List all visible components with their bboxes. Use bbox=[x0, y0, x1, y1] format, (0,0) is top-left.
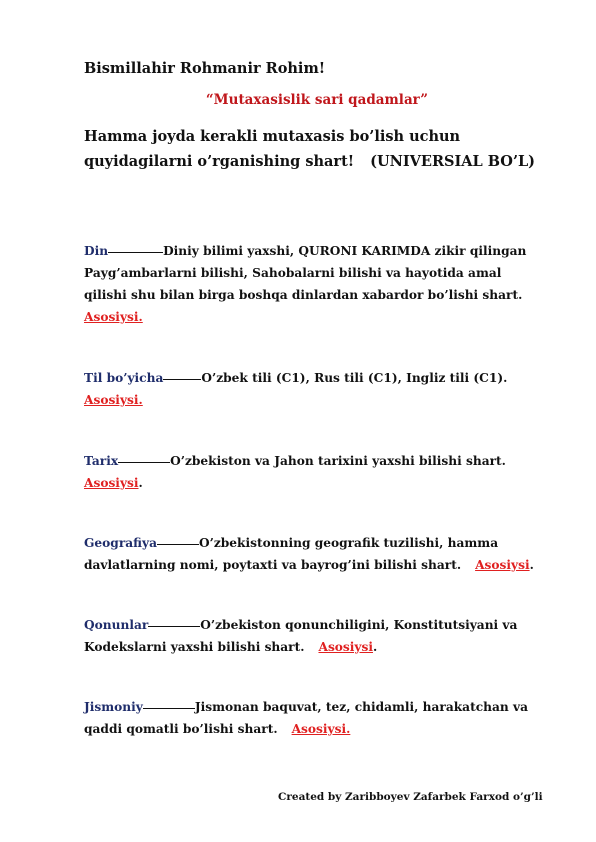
asosiysi-link: Asosiysi bbox=[475, 558, 530, 572]
blank-rule bbox=[148, 625, 200, 627]
section-text: davlatlarning nomi, poytaxti va bayrog’ini bilishi shart. bbox=[84, 558, 462, 572]
period: . bbox=[529, 558, 534, 572]
section-qonunlar bbox=[84, 614, 564, 658]
section-text: qilishi shu bilan birga boshqa dinlardan xabardor bo’lishi shart. bbox=[84, 288, 523, 302]
section-line bbox=[84, 367, 564, 389]
universal-tag: (UNIVERSIAL BO’L) bbox=[370, 153, 536, 170]
section-line bbox=[84, 554, 564, 576]
section-geografiya bbox=[84, 532, 564, 576]
section-text: O’zbekiston va Jahon tarixini yaxshi bilishi shart. bbox=[170, 454, 506, 468]
blank-rule bbox=[163, 378, 201, 380]
section-line bbox=[84, 614, 564, 636]
asosiysi-link: Asosiysi. bbox=[291, 722, 351, 736]
blank-rule bbox=[157, 543, 199, 545]
section-text: O’zbek tili (C1), Rus tili (C1), Ingliz tili (C1). bbox=[201, 371, 508, 385]
section-label: Geografiya bbox=[84, 536, 157, 550]
section-line bbox=[84, 532, 564, 554]
section-line bbox=[84, 450, 564, 472]
section-tarix bbox=[84, 450, 564, 494]
section-label: Til bo’yicha bbox=[84, 371, 164, 385]
section-label: Qonunlar bbox=[84, 618, 149, 632]
section-text: O’zbekistonning geografik tuzilishi, hamma bbox=[198, 536, 499, 550]
period: . bbox=[138, 476, 143, 490]
asosiysi-link: Asosiysi. bbox=[84, 393, 143, 407]
main-heading bbox=[84, 124, 574, 174]
asosiysi-link: Asosiysi bbox=[318, 640, 373, 654]
blank-rule bbox=[118, 461, 170, 463]
subtitle: “Mutaxasislik sari qadamlar” bbox=[205, 92, 429, 108]
greeting: Bismillahir Rohmanir Rohim! bbox=[84, 60, 326, 77]
section-line bbox=[84, 718, 564, 740]
section-text: qaddi qomatli bo’lishi shart. bbox=[84, 722, 278, 736]
section-din bbox=[84, 240, 564, 328]
heading-line-1: Hamma joyda kerakli mutaxasis bo’lish uchun bbox=[84, 128, 461, 145]
section-label: Jismoniy bbox=[84, 700, 143, 714]
section-text: Jismonan baquvat, tez, chidamli, harakatchan va bbox=[194, 700, 528, 714]
heading-line-2-text: quyidagilarni o’rganishing shart! bbox=[84, 153, 355, 170]
section-text: Diniy bilimi yaxshi, QURONI KARIMDA zikir qilingan bbox=[163, 244, 527, 258]
asosiysi-link: Asosiysi bbox=[84, 476, 139, 490]
section-label: Tarix bbox=[84, 454, 119, 468]
blank-rule bbox=[143, 707, 195, 709]
section-line bbox=[84, 636, 564, 658]
section-line bbox=[84, 240, 564, 262]
section-text: Payg’ambarlarni bilishi, Sahobalarni bilishi va hayotida amal bbox=[84, 266, 502, 280]
section-text: O’zbekiston qonunchiligini, Konstitutsiyani va bbox=[200, 618, 518, 632]
section-line bbox=[84, 696, 564, 718]
author-credit: Created by Zaribboyev Zafarbek Farxod o’g’li bbox=[278, 791, 543, 803]
section-til bbox=[84, 367, 564, 411]
section-text: Kodekslarni yaxshi bilishi shart. bbox=[84, 640, 305, 654]
heading-line-2 bbox=[84, 149, 574, 174]
period: . bbox=[373, 640, 378, 654]
asosiysi-link: Asosiysi. bbox=[84, 310, 143, 324]
section-jismoniy bbox=[84, 696, 564, 740]
section-label: Din bbox=[84, 244, 109, 258]
blank-rule bbox=[108, 251, 163, 253]
